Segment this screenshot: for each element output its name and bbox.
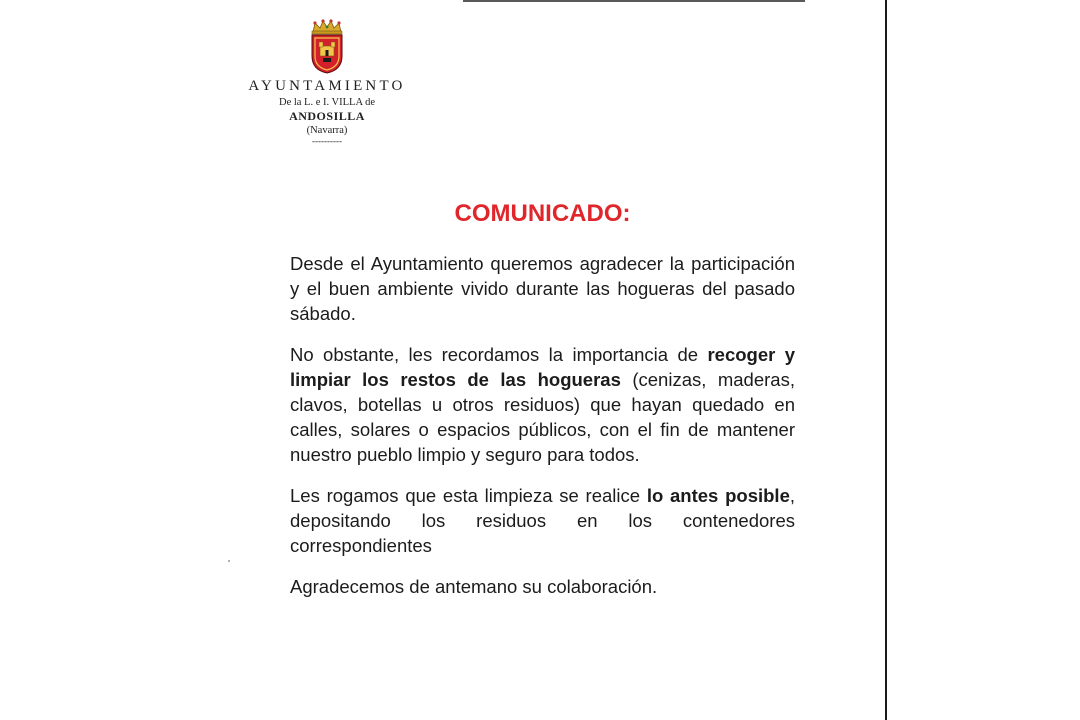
letterhead-divider: ---------- [312,136,342,146]
letterhead-region: (Navarra) [306,125,348,136]
coat-of-arms-icon [307,18,347,74]
page-edge-line [885,0,887,720]
paragraph-thanks: Desde el Ayuntamiento queremos agradecer la participación y el buen ambiente vivido durante las hogueras del pasado sábado. [290,253,795,324]
document-body [290,251,795,615]
letterhead-town: ANDOSILLA [289,109,365,123]
document-heading: COMUNICADO: [454,200,631,227]
reminder-emphasis: recoger y limpiar los restos de las hogueras [290,344,796,390]
request-text-end: , depositando los residuos en los contenedores correspondientes [290,485,796,556]
paragraph-request [290,483,795,558]
top-scan-rule [463,0,805,2]
request-emphasis: lo antes posible [646,485,790,506]
scan-speck [228,560,230,562]
paragraph-reminder [290,342,795,467]
letterhead [227,18,427,145]
reminder-text-start: No obstante, les recordamos la importancia de [290,344,708,365]
letterhead-subtitle: De la L. e I. VILLA de [278,97,376,108]
reminder-text-end: (cenizas, maderas, clavos, botellas u otros residuos) que hayan quedado en calles, solares o espacios públicos, con el fin de mantener nuestro pueblo limpio y seguro para todos. [290,369,795,465]
request-text-start: Les rogamos que esta limpieza se realice [290,485,647,506]
letterhead-title: AYUNTAMIENTO [248,78,406,94]
paragraph-closing: Agradecemos de antemano su colaboración. [290,576,658,597]
